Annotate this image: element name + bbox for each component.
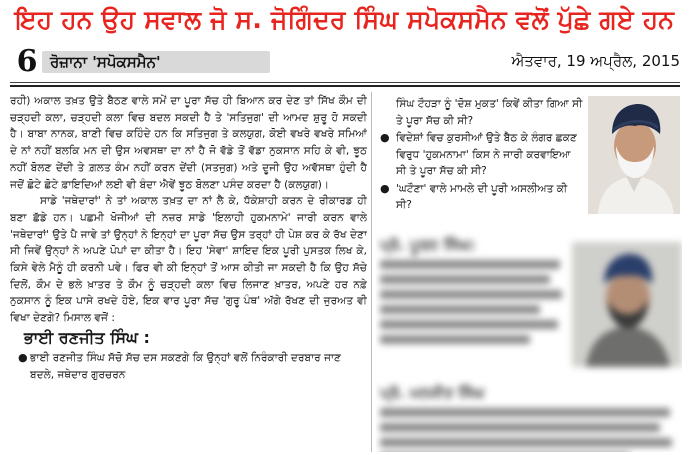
portrait-illustration [588, 96, 680, 214]
blurred-text-line [380, 335, 530, 344]
newspaper-name: ਰੋਜ਼ਾਨਾ 'ਸਪੋਕਸਮੈਨ' [42, 51, 270, 73]
question-item [376, 181, 584, 214]
article-right-column [376, 92, 682, 452]
blurred-heading: ਪ੍ਰੋ. ਪੂਰਨ ਸਿੰਘ: [380, 236, 476, 254]
subheading-bhai-ranjit-singh: ਭਾਈ ਰਣਜੀਤ ਸਿੰਘ : [24, 327, 150, 347]
blurred-text-line [380, 408, 670, 417]
blurred-section-2 [380, 384, 680, 452]
blurred-section-1 [380, 236, 570, 350]
blurred-text-line [380, 305, 540, 314]
blurred-heading: ਪ੍ਰੋ. ਮਨਜੀਤ ਸਿੰਘ [380, 384, 485, 402]
page-number: 6 [16, 44, 38, 79]
portrait-photo-blurred [572, 242, 682, 367]
article-left-column [10, 93, 367, 451]
question-text: 'ਘਟੌਣਾ' ਵਾਲੇ ਮਾਮਲੇ ਦੀ ਪੂਰੀ ਅਸਲੀਅਤ ਕੀ ਸੀ? [396, 182, 568, 211]
question-list [376, 96, 584, 214]
headline: ਇਹ ਹਨ ਉਹ ਸਵਾਲ ਜੋ ਸ. ਜੋਗਿੰਦਰ ਸਿੰਘ ਸਪੋਕਸਮੈਨ ਵਲੋਂ ਪੁੱਛੇ ਗਏ ਹਨ [14, 5, 675, 34]
bullet-icon: ● [380, 131, 390, 144]
blurred-text-line [380, 438, 672, 447]
masthead [10, 45, 680, 79]
bullet-item [10, 350, 367, 383]
blurred-text-line [380, 423, 660, 432]
column-divider [371, 92, 372, 452]
blurred-text-line [380, 275, 550, 284]
masthead-rule [10, 82, 680, 83]
question-continued: ਸਿੰਘ ਟੌਹੜਾ ਨੂੰ 'ਦੋਸ਼ ਮੁਕਤ' ਕਿਵੇਂ ਕੀਤਾ ਗਿਆ ਸੀ ਤੇ ਪੂਰਾ ਸੱਚ ਕੀ ਸੀ? [396, 98, 583, 127]
question-item [376, 130, 584, 180]
article-paragraph-1: ਰਹੀ) ਅਕਾਲ ਤਖ਼ਤ ਉਤੇ ਬੈਠਣ ਵਾਲੇ ਸਮੇਂ ਦਾ ਪੂਰਾ ਸੱਚ ਹੀ ਬਿਆਨ ਕਰ ਦੇਣ ਤਾਂ ਸਿੱਖ ਕੌਮ ਦੀ ਚੜ੍ਹਦੀ ਕਲਾ, ਚੜ੍ਹਦੀ ਕਲਾ ਵਿਚ ਬਦਲ ਸਕਦੀ ਹੈ ਤੇ 'ਸਤਿਜੁਗ' ਦੀ ਆਮਦ ਸ਼ੁਰੂ ਹੋ ਸਕਦੀ ਹੈ। ਬਾਬਾ ਨਾਨਕ, ਬਾਣੀ ਵਿਚ ਕਹਿੰਦੇ ਹਨ ਕਿ ਸਤਿਜੁਗ ਤੇ ਕਲਯੁਗ, ਕੋਈ ਵਖਰੇ ਵਖਰੇ ਸਮਿਆਂ ਦੇ ਨਾਂ ਨਹੀਂ ਬਲਕਿ ਮਨ ਦੀ ਉਸ ਅਵਸਥਾ ਦਾ ਨਾਂ ਹੈ ਜੋ ਵੱਡੇ ਤੋਂ ਵੱਡਾ ਨੁਕਸਾਨ ਸਹਿ ਕੇ ਵੀ, ਝੂਠ ਨਹੀਂ ਬੋਲਣ ਦੇਂਦੀ ਤੇ ਗ਼ਲਤ ਕੰਮ ਨਹੀਂ ਕਰਨ ਦੇਂਦੀ (ਸਤਜੁਗ) ਅਤੇ ਦੂਜੀ ਉਹ ਅਵੱਸਥਾ ਹੁੰਦੀ ਹੈ ਜਦੋਂ ਛੋਟੇ ਛੋਟੇ ਫ਼ਾਇਦਿਆਂ ਲਈ ਵੀ ਬੰਦਾ ਐਵੇਂ ਝੂਠ ਬੋਲਣਾ ਪਸੰਦ ਕਰਦਾ ਹੈ (ਕਲਯੁਗ)। [10, 95, 367, 191]
bullet-text: ਭਾਈ ਰਣਜੀਤ ਸਿੰਘ ਸੱਚੋ ਸੱਚ ਦਸ ਸਕਣਗੇ ਕਿ ਉਨ੍ਹਾਂ ਵਲੋਂ ਨਿਰੰਕਾਰੀ ਦਰਬਾਰ ਜਾਣ ਬਦਲੇ, ਜਥੇਦਾਰ ਗੁਰਚਰਨ [30, 351, 341, 381]
blurred-text-line [380, 260, 560, 269]
portrait-photo-blue-turban [588, 96, 680, 214]
article-paragraph-2: ਸਾਡੇ 'ਜਥੇਦਾਰਾਂ' ਨੇ ਤਾਂ ਅਕਾਲ ਤਖ਼ਤ ਦਾ ਨਾਂ ਲੈ ਕੇ, ਧੱਕੇਸ਼ਾਹੀ ਕਰਨ ਦੇ ਰੀਕਾਰਡ ਹੀ ਬਣਾ ਛੱਡੇ ਹਨ। ਪਛਮੀ ਖੋਜੀਆਂ ਦੀ ਨਜ਼ਰ ਸਾਡੇ 'ਇਲਾਹੀ ਹੁਕਮਨਾਮੇ' ਜਾਰੀ ਕਰਨ ਵਾਲੇ 'ਜਥੇਦਾਰਾਂ' ਉਤੇ ਪੈ ਜਾਵੇ ਤਾਂ ਉਨ੍ਹਾਂ ਨੇ ਇਨ੍ਹਾਂ ਦਾ ਪੂਰਾ ਸੱਚ ਉਸ ਤਰ੍ਹਾਂ ਹੀ ਪੇਸ਼ ਕਰ ਕੇ ਰੱਖ ਦੇਣਾ ਸੀ ਜਿਵੇਂ ਉਨ੍ਹਾਂ ਨੇ ਅਪਣੇ ਪੋਪਾਂ ਦਾ ਕੀਤਾ ਹੈ। ਇਹ 'ਸੇਵਾ' ਸ਼ਾਇਦ ਇਕ ਪੂਰੀ ਪੁਸਤਕ ਲਿਖ ਕੇ, ਕਿਸੇ ਵੇਲੇ ਮੈਨੂੰ ਹੀ ਕਰਨੀ ਪਵੇ। ਫਿਰ ਵੀ ਕੀ ਇਨ੍ਹਾਂ ਤੋਂ ਆਸ ਕੀਤੀ ਜਾ ਸਕਦੀ ਹੈ ਕਿ ਉਹ ਸੱਚੇ ਦਿਲੋਂ, ਕੌਮ ਦੇ ਭਲੇ ਖ਼ਾਤਰ ਤੇ ਕੌਮ ਨੂੰ ਚੜ੍ਹਦੀ ਕਲਾ ਵਿਚ ਲਿਜਾਣ ਖ਼ਾਤਰ, ਅਪਣੇ ਹਰ ਨਫ਼ੇ ਨੁਕਸਾਨ ਨੂੰ ਇਕ ਪਾਸੇ ਰਖਦੇ ਹੋਏ, ਇਕ ਵਾਰ ਪੂਰਾ ਸੱਚ 'ਗੁਰੂ ਪੰਥ' ਅੱਗੇ ਰੱਖਣ ਦੀ ਜੁਰਅਤ ਵੀ ਵਿਖਾ ਦੇਣਗੇ? ਮਿਸਾਲ ਵਜੋਂ : [10, 195, 367, 325]
blurred-text-line [380, 290, 562, 299]
question-text: ਵਿਦੇਸ਼ਾਂ ਵਿਚ ਕੁਰਸੀਆਂ ਉਤੇ ਬੈਠ ਕੇ ਲੰਗਰ ਛਕਣ ਵਿਰੁਧ 'ਹੁਕਮਨਾਮਾ' ਕਿਸ ਨੇ ਜਾਰੀ ਕਰਵਾਇਆ ਸੀ ਤੇ ਪੂਰਾ ਸੱਚ ਕੀ ਸੀ? [396, 132, 577, 177]
masthead-rule-thick [10, 85, 680, 87]
bullet-icon: ● [380, 181, 390, 195]
blurred-text-line [380, 320, 558, 329]
publication-date: ਐਤਵਾਰ, 19 ਅਪ੍ਰੈਲ, 2015 [511, 52, 680, 70]
bullet-icon: ● [18, 350, 28, 364]
portrait-illustration [572, 242, 682, 367]
